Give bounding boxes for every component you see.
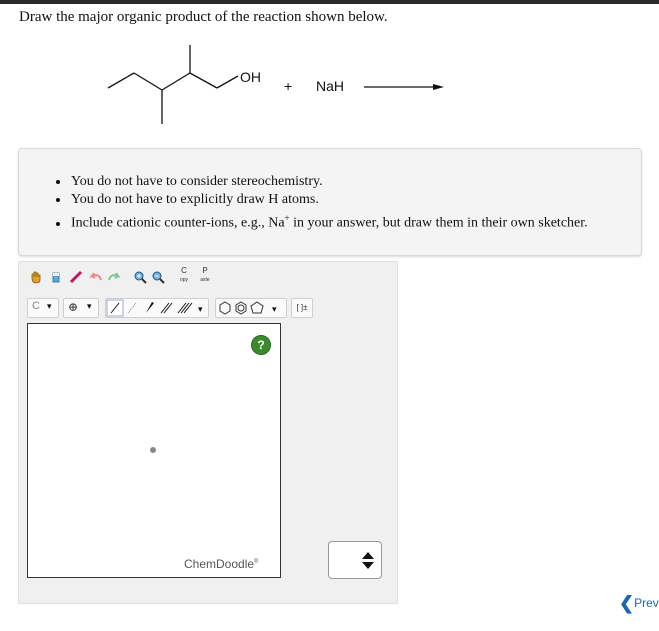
drawing-canvas[interactable] xyxy=(27,323,281,578)
reagent-label: NaH xyxy=(316,78,345,94)
bond-tools[interactable] xyxy=(105,298,209,318)
atom-selector[interactable] xyxy=(27,298,59,318)
eraser-icon[interactable] xyxy=(49,270,63,284)
zoom-in-icon[interactable] xyxy=(133,270,147,284)
skeletal-structure xyxy=(108,45,435,124)
hand-icon[interactable] xyxy=(29,270,43,284)
instructions-panel xyxy=(18,148,642,256)
charge-selector[interactable] xyxy=(63,298,99,318)
atom-label: C xyxy=(32,300,40,312)
chemdoodle-brand: ChemDoodle® xyxy=(184,557,259,571)
paste-button[interactable] xyxy=(197,267,213,287)
zoom-out-icon[interactable] xyxy=(151,270,165,284)
lasso-icon[interactable] xyxy=(69,270,83,284)
note-counter-ions: • Include cationic counter-ions, e.g., Na+ in your answer, but draw them in their own sketcher. xyxy=(70,209,641,233)
copy-button[interactable] xyxy=(177,267,191,287)
top-bar xyxy=(0,0,659,4)
plus-sign: + xyxy=(284,78,293,94)
reaction-arrowhead xyxy=(433,84,444,90)
canvas-center-dot xyxy=(150,447,156,453)
paste-label-bottom: aste xyxy=(200,277,210,283)
prev-link[interactable] xyxy=(619,593,659,614)
redo-icon[interactable] xyxy=(107,270,121,284)
chevron-left-icon: ❮ xyxy=(619,593,635,613)
plus-charge-icon: ⊕ xyxy=(68,300,79,314)
bracket-tool[interactable]: [ ]± xyxy=(291,298,313,318)
copy-label-top: C xyxy=(181,266,187,275)
paste-label-top: P xyxy=(202,266,208,275)
copy-label-bottom: opy xyxy=(179,277,189,283)
ring-tools[interactable] xyxy=(215,298,287,318)
hydroxyl-label: OH xyxy=(240,69,261,85)
reaction-scheme xyxy=(100,40,460,130)
dropdown-arrow-icon: ▾ xyxy=(47,301,52,311)
prev-label: Prev xyxy=(634,596,659,610)
sketcher-resize-control[interactable] xyxy=(328,541,382,579)
svg-text:▾: ▾ xyxy=(198,304,203,314)
chemdoodle-sketcher xyxy=(18,261,398,604)
dropdown-arrow-icon: ▾ xyxy=(87,301,92,311)
svg-text:▾: ▾ xyxy=(272,304,277,314)
undo-icon[interactable] xyxy=(89,270,103,284)
note-stereochemistry: • You do not have to consider stereochemistry. xyxy=(70,173,641,191)
question-prompt: Draw the major organic product of the reaction shown below. xyxy=(19,9,388,25)
help-icon[interactable]: ? xyxy=(251,335,271,355)
note-h-atoms: • You do not have to explicitly draw H atoms. xyxy=(70,191,641,209)
